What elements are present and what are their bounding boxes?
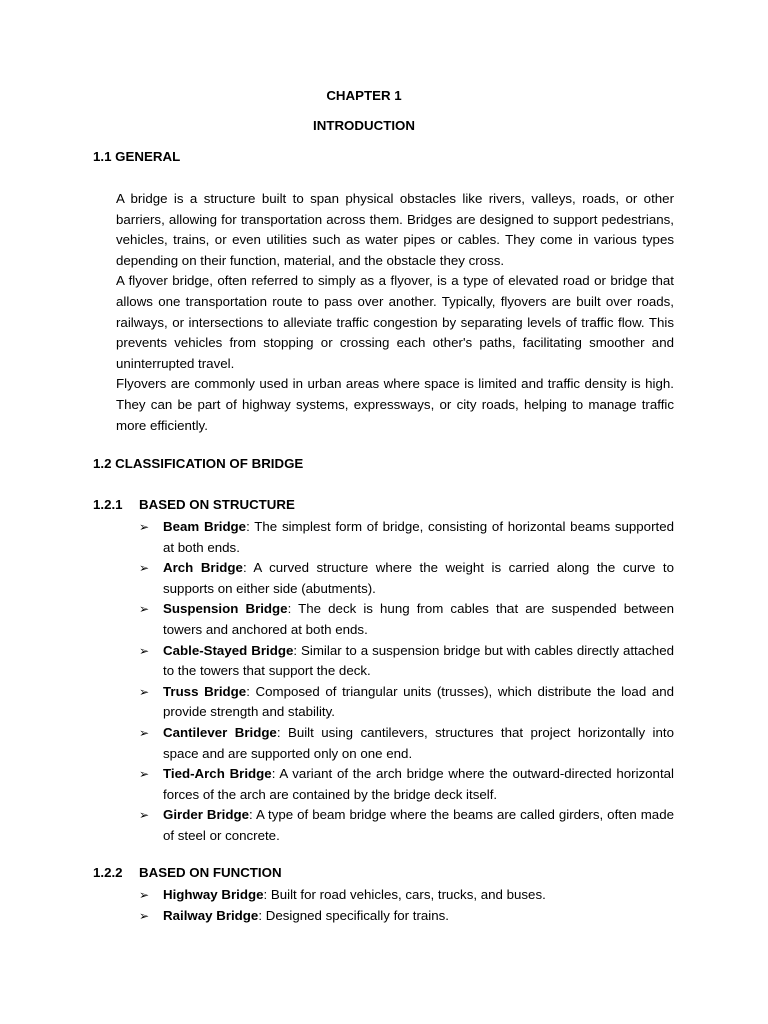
list-item-term: Cable-Stayed Bridge <box>163 642 294 658</box>
list-item-term: Railway Bridge <box>163 907 259 923</box>
list-item-text: : Built for road vehicles, cars, trucks, and buses. <box>263 887 546 902</box>
list-item-text: : Built using cantilevers, structures that project horizontally into space and are supported only on one end. <box>163 724 674 761</box>
list-item-term: Truss Bridge <box>163 683 247 699</box>
list-item <box>139 723 674 764</box>
list-item-text: : The deck is hung from cables that are suspended between towers and anchored at both ends. <box>163 601 674 637</box>
list-item <box>139 885 674 906</box>
subsection-title: BASED ON FUNCTION <box>139 865 282 880</box>
arrow-bullet-icon: ➢ <box>139 908 150 923</box>
arrow-bullet-icon: ➢ <box>139 520 150 534</box>
subsection-title: BASED ON STRUCTURE <box>139 497 295 512</box>
paragraph: Flyovers are commonly used in urban areas where space is limited and traffic density is high. They can be part of highway systems, expressways, or city roads, helping to manage traffic more efficiently. <box>116 376 674 433</box>
arrow-bullet-icon: ➢ <box>139 643 150 658</box>
subsection-number: 1.2.2 <box>93 865 123 880</box>
arrow-bullet-icon: ➢ <box>139 808 150 823</box>
list-item-term: Girder Bridge <box>163 807 249 823</box>
list-item-text: : Similar to a suspension bridge but with cables directly attached to the towers that support the deck. <box>163 642 674 679</box>
list-item-text: : A type of beam bridge where the beams are called girders, often made of steel or concrete. <box>163 807 674 843</box>
arrow-bullet-icon: ➢ <box>139 767 150 782</box>
arrow-bullet-icon: ➢ <box>139 725 150 740</box>
list-item-term: Tied-Arch Bridge <box>163 766 272 782</box>
list-item <box>139 682 674 723</box>
subsection-heading-function <box>93 865 282 880</box>
arrow-bullet-icon: ➢ <box>139 561 150 576</box>
chapter-title: INTRODUCTION <box>313 118 415 133</box>
list-item-text: : A variant of the arch bridge where the outward-directed horizontal forces of the arch are contained by the bridge deck itself. <box>163 766 675 802</box>
section-heading-classification: 1.2 CLASSIFICATION OF BRIDGE <box>93 456 304 471</box>
function-list <box>139 885 674 926</box>
list-item <box>139 517 674 558</box>
list-item-term: Suspension Bridge <box>163 601 288 617</box>
list-item-text: : The simplest form of bridge, consisting of horizontal beams supported at both ends. <box>163 519 674 555</box>
list-item <box>139 764 674 805</box>
list-item <box>139 641 674 682</box>
arrow-bullet-icon: ➢ <box>139 684 150 699</box>
structure-list <box>139 517 674 847</box>
list-item-term: Highway Bridge <box>163 887 264 902</box>
list-item-term: Cantilever Bridge <box>163 724 277 740</box>
list-item-text: : Composed of triangular units (trusses), which distribute the load and provide strength and stability. <box>163 683 675 720</box>
list-item-term: Beam Bridge <box>163 519 247 534</box>
list-item <box>139 906 674 927</box>
subsection-number: 1.2.1 <box>93 497 123 512</box>
paragraph: A flyover bridge, often referred to simply as a flyover, is a type of elevated road or bridge that allows one transportation route to pass over another. Typically, flyovers are built over roads, railways, or intersections to alleviate traffic congestion by separating levels of traffic flow. This prevents vehicles from stopping or crossing each other's paths, facilitating smoother and uninterrupted travel. <box>116 273 674 371</box>
chapter-label: CHAPTER 1 <box>326 88 402 103</box>
list-item <box>139 558 674 599</box>
list-item-text: : A curved structure where the weight is carried along the curve to supports on either side (abutments). <box>163 560 674 596</box>
general-body <box>116 189 674 436</box>
list-item <box>139 805 674 846</box>
section-heading-general: 1.1 GENERAL <box>93 149 181 164</box>
arrow-bullet-icon: ➢ <box>139 888 150 902</box>
list-item-term: Arch Bridge <box>163 560 243 576</box>
paragraph: A bridge is a structure built to span physical obstacles like rivers, valleys, roads, or other barriers, allowing for transportation across them. Bridges are designed to support pedestrians, vehicles, trains, or even utilities such as water pipes or cables. They come in various types depending on their function, material, and the obstacle they cross. <box>116 191 674 268</box>
list-item-text: : Designed specifically for trains. <box>258 907 449 923</box>
subsection-heading-structure <box>93 497 295 512</box>
arrow-bullet-icon: ➢ <box>139 602 150 617</box>
list-item <box>139 599 674 640</box>
